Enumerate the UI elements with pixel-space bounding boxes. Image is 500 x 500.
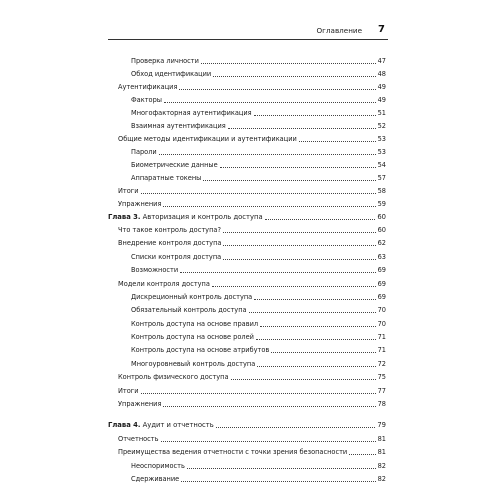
toc-entry (131, 462, 386, 471)
toc-entry-label: Итоги (118, 187, 139, 195)
toc-page-number: 59 (377, 200, 386, 208)
toc-page-number: 82 (377, 462, 386, 470)
leader-dots (141, 193, 376, 194)
toc-entry-label: Дискреционный контроль доступа (131, 293, 253, 301)
toc-entry-label: Факторы (131, 96, 162, 104)
toc-entry (118, 373, 386, 382)
toc-page-number: 78 (377, 400, 386, 408)
leader-dots (181, 481, 375, 482)
toc-entry-label: Контроль физического доступа (118, 373, 229, 381)
leader-dots (228, 128, 376, 129)
toc-entry-label: Общие методы идентификации и аутентификации (118, 135, 297, 143)
leader-dots (265, 219, 376, 220)
toc-entry-label: Биометрические данные (131, 161, 218, 169)
toc-page-number: 52 (377, 122, 386, 130)
toc-entry-label: Контроль доступа на основе атрибутов (131, 346, 270, 354)
toc-entry (118, 280, 386, 289)
leader-dots (164, 102, 376, 103)
toc-entry-label: Упражнения (118, 200, 162, 208)
toc-chapter-entry (108, 213, 386, 222)
leader-dots (201, 63, 376, 64)
leader-dots (161, 441, 376, 442)
toc-page-number: 54 (377, 161, 386, 169)
toc-page-number: 57 (377, 174, 386, 182)
toc-entry (118, 387, 386, 396)
toc-page-number: 77 (377, 387, 386, 395)
toc-entry (131, 320, 386, 329)
leader-dots (216, 427, 376, 428)
toc-entry-label: Обход идентификации (131, 70, 212, 78)
running-header-title: Оглавление (316, 26, 362, 35)
toc-entry-label: Внедрение контроля доступа (118, 239, 222, 247)
toc-page-number: 79 (377, 421, 386, 429)
toc-page-number: 69 (377, 293, 386, 301)
toc-entry (118, 448, 386, 457)
leader-dots (163, 406, 375, 407)
leader-dots (271, 352, 375, 353)
toc-entry (131, 306, 386, 315)
leader-dots (213, 76, 375, 77)
leader-dots (223, 232, 376, 233)
toc-page-number: 48 (377, 70, 386, 78)
leader-dots (231, 379, 376, 380)
toc-entry-label (108, 213, 264, 222)
leader-dots (254, 115, 376, 116)
leader-dots (163, 206, 375, 207)
toc-entry (118, 200, 386, 209)
toc-page-number: 63 (377, 253, 386, 261)
page-number: 7 (378, 24, 385, 35)
toc-entry (131, 148, 386, 157)
toc-entry-label: Многоуровневый контроль доступа (131, 360, 256, 368)
toc-entry (131, 475, 386, 484)
leader-dots (260, 326, 376, 327)
leader-dots (256, 339, 376, 340)
toc-chapter-title: Авторизация и контроль доступа (142, 213, 263, 221)
toc-page-number: 75 (377, 373, 386, 381)
toc-page-number: 53 (377, 135, 386, 143)
toc-entry (118, 187, 386, 196)
toc-entry (131, 360, 386, 369)
toc-entry (118, 83, 386, 92)
toc-chapter-entry (108, 421, 386, 430)
toc-page-number: 49 (377, 83, 386, 91)
toc-entry-label: Преимущества ведения отчетности с точки зрения безопасности (118, 448, 348, 456)
toc-entry-label: Списки контроля доступа (131, 253, 222, 261)
toc-entry (118, 400, 386, 409)
leader-dots (159, 154, 376, 155)
toc-entry-label: Итоги (118, 387, 139, 395)
toc-entry (131, 293, 386, 302)
toc-page-number: 49 (377, 96, 386, 104)
toc-page-number: 58 (377, 187, 386, 195)
leader-dots (299, 141, 376, 142)
toc-entry-label: Контроль доступа на основе правил (131, 320, 259, 328)
leader-dots (141, 393, 376, 394)
leader-dots (203, 180, 375, 181)
toc-entry-label: Обязательный контроль доступа (131, 306, 247, 314)
toc-entry-label: Модели контроля доступа (118, 280, 210, 288)
toc-entry (118, 135, 386, 144)
toc-entry (131, 70, 386, 79)
toc-chapter-number: Глава 3. (108, 213, 141, 221)
toc-entry (131, 109, 386, 118)
toc-page-number: 71 (377, 346, 386, 354)
toc-entry-label: Пароли (131, 148, 157, 156)
leader-dots (187, 468, 376, 469)
toc-chapter-title: Аудит и отчетность (142, 421, 214, 429)
toc-entry (131, 57, 386, 66)
toc-page-number: 47 (377, 57, 386, 65)
leader-dots (223, 259, 375, 260)
toc-entry (131, 174, 386, 183)
toc-entry-label: Сдерживание (131, 475, 180, 483)
toc-entry (131, 161, 386, 170)
toc-entry-label: Проверка личности (131, 57, 199, 65)
toc-entry-label: Взаимная аутентификация (131, 122, 226, 130)
toc-page-number: 81 (377, 448, 386, 456)
toc-page-number: 60 (377, 213, 386, 221)
toc-page-number: 71 (377, 333, 386, 341)
toc-entry (131, 346, 386, 355)
toc-entry (131, 96, 386, 105)
leader-dots (180, 272, 376, 273)
toc-entry-label: Аппаратные токены (131, 174, 202, 182)
leader-dots (249, 312, 376, 313)
toc-entry (131, 266, 386, 275)
toc-entry-label: Возможности (131, 266, 179, 274)
leader-dots (212, 286, 376, 287)
toc-page-number: 53 (377, 148, 386, 156)
toc-entry-label: Аутентификация (118, 83, 178, 91)
toc-entry-label: Отчетность (118, 435, 159, 443)
toc-chapter-number: Глава 4. (108, 421, 141, 429)
toc-entry (118, 435, 386, 444)
leader-dots (257, 366, 375, 367)
toc-entry-label: Контроль доступа на основе ролей (131, 333, 254, 341)
toc-entry (131, 122, 386, 131)
toc-entry (118, 239, 386, 248)
toc-entry (131, 253, 386, 262)
toc-page-number: 69 (377, 280, 386, 288)
leader-dots (254, 299, 375, 300)
toc-entry (118, 226, 386, 235)
toc-entry (131, 333, 386, 342)
toc-page-number: 70 (377, 306, 386, 314)
toc-entry-label: Неоспоримость (131, 462, 185, 470)
toc-page-number: 60 (377, 226, 386, 234)
toc-entry-label (108, 421, 215, 430)
leader-dots (349, 454, 375, 455)
toc-page-number: 69 (377, 266, 386, 274)
toc-page-number: 81 (377, 435, 386, 443)
toc-page-number: 70 (377, 320, 386, 328)
toc-entry-label: Упражнения (118, 400, 162, 408)
toc-page-number: 62 (377, 239, 386, 247)
toc-page-number: 72 (377, 360, 386, 368)
toc-entry-label: Что такое контроль доступа? (118, 226, 221, 234)
leader-dots (179, 89, 375, 90)
leader-dots (220, 167, 376, 168)
leader-dots (223, 245, 375, 246)
toc-page-number: 82 (377, 475, 386, 483)
toc-page-number: 51 (377, 109, 386, 117)
toc-entry-label: Многофакторная аутентификация (131, 109, 252, 117)
